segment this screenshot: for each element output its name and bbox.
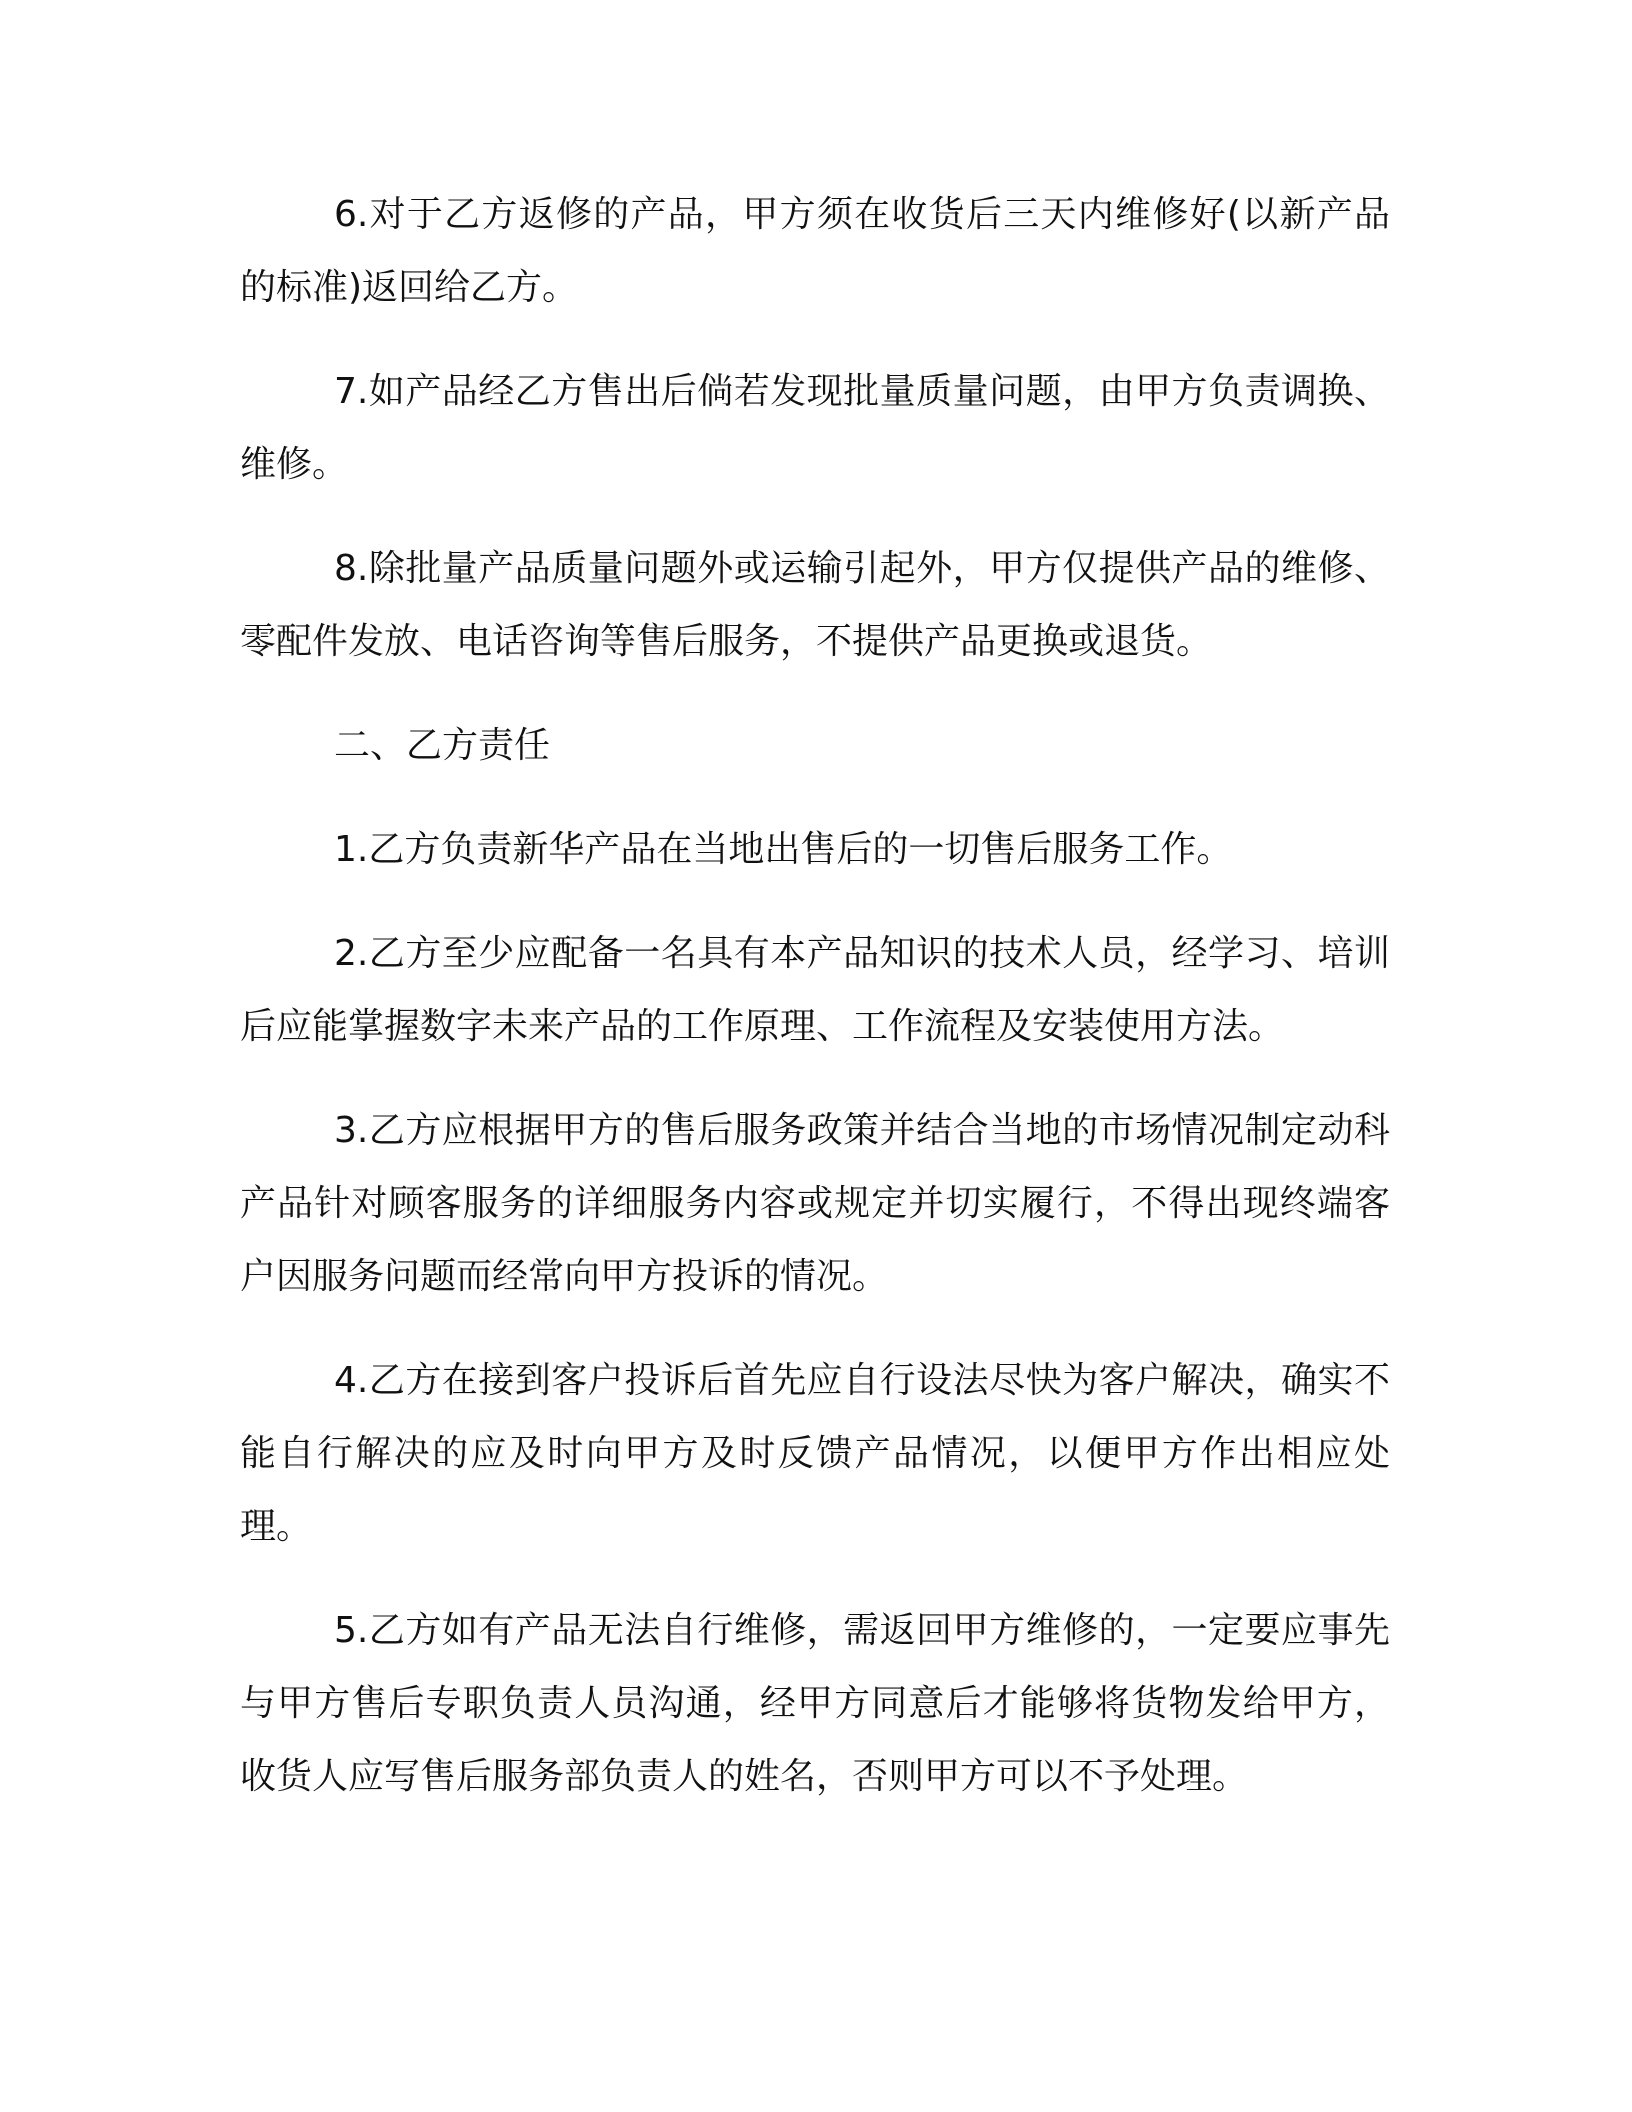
paragraph-item-8: 8.除批量产品质量问题外或运输引起外，甲方仅提供产品的维修、零配件发放、电话咨询等售后服务，不提供产品更换或退货。 [240, 548, 1390, 662]
paragraph-item-3: 3.乙方应根据甲方的售后服务政策并结合当地的市场情况制定动科产品针对顾客服务的详细服务内容或规定并切实履行，不得出现终端客户因服务问题而经常向甲方投诉的情况。 [240, 1110, 1390, 1297]
paragraph-item-6: 6.对于乙方返修的产品，甲方须在收货后三天内维修好(以新产品的标准)返回给乙方。 [240, 194, 1390, 308]
paragraph-item-5: 5.乙方如有产品无法自行维修，需返回甲方维修的，一定要应事先与甲方售后专职负责人员沟通，经甲方同意后才能够将货物发给甲方，收货人应写售后服务部负责人的姓名，否则甲方可以不予处理。 [240, 1610, 1390, 1797]
paragraph-item-2: 2.乙方至少应配备一名具有本产品知识的技术人员，经学习、培训后应能掌握数字未来产品的工作原理、工作流程及安装使用方法。 [240, 933, 1390, 1047]
section-heading: 二、乙方责任 [334, 725, 551, 766]
document-body [240, 178, 1390, 1844]
paragraph-item-7: 7.如产品经乙方售出后倘若发现批量质量问题，由甲方负责调换、维修。 [240, 371, 1390, 485]
paragraph-item-4: 4.乙方在接到客户投诉后首先应自行设法尽快为客户解决，确实不能自行解决的应及时向甲方及时反馈产品情况，以便甲方作出相应处理。 [240, 1360, 1390, 1547]
paragraph-item-1: 1.乙方负责新华产品在当地出售后的一切售后服务工作。 [334, 829, 1233, 870]
